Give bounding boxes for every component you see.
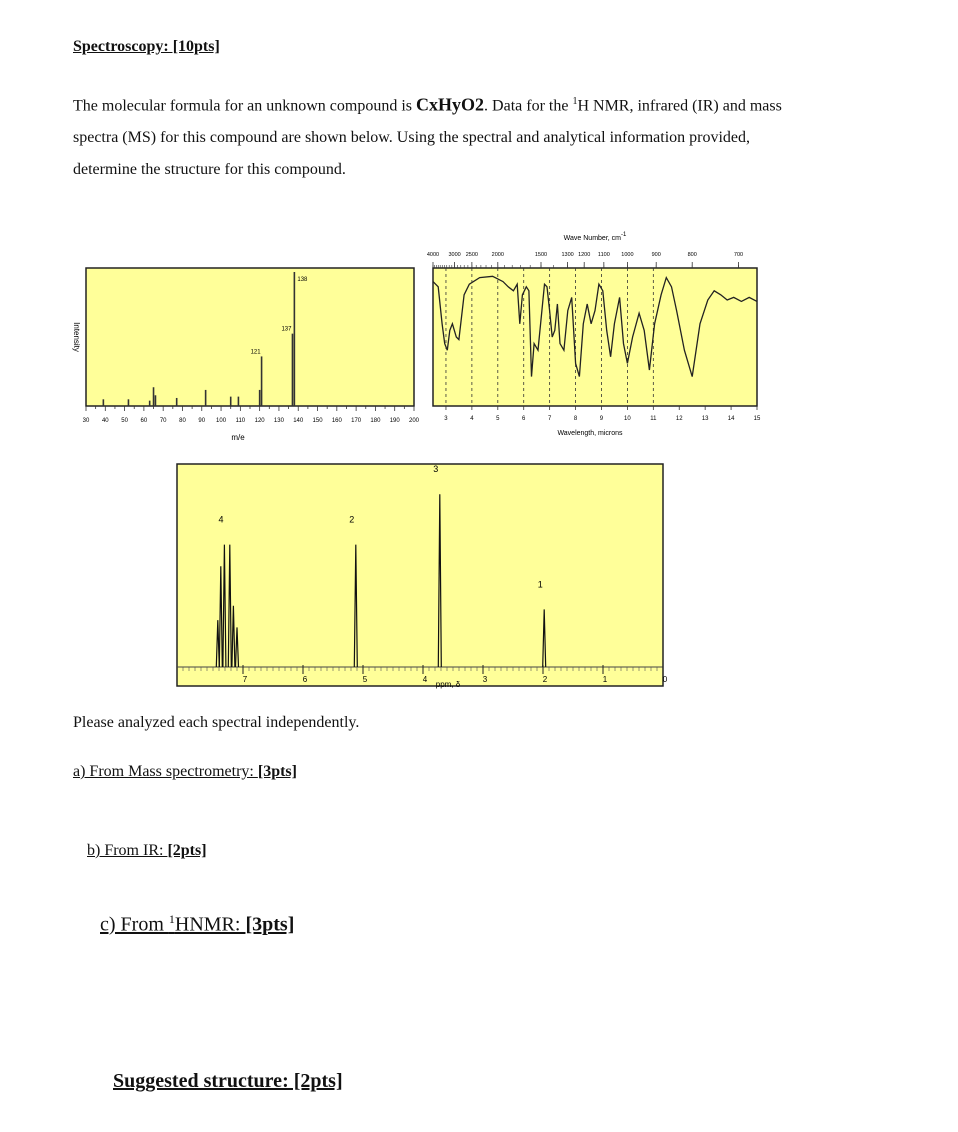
question-b: b) From IR: [2pts] <box>87 842 207 859</box>
ir-wavenumber-label: 1300 <box>561 252 574 258</box>
ir-top-title: Wave Number, cm-1 <box>563 232 627 242</box>
intro-text-1: The molecular formula for an unknown compound is <box>73 97 417 115</box>
ir-wavenumber-label: 4000 <box>426 252 440 258</box>
ms-tick-label: 130 <box>273 418 284 424</box>
ms-tick-label: 100 <box>216 418 227 424</box>
ms-tick-label: 70 <box>159 418 167 424</box>
ir-wavelength-label: 6 <box>522 416 526 422</box>
nmr-tick-label: 5 <box>362 675 368 684</box>
ms-tick-label: 50 <box>121 418 128 424</box>
nmr-tick-label: 2 <box>542 675 548 684</box>
nmr-tick-label: 7 <box>242 675 248 684</box>
ms-tick-label: 170 <box>351 418 362 424</box>
ir-wavenumber-label: 1000 <box>621 252 634 258</box>
ms-tick-label: 80 <box>179 418 186 424</box>
ms-tick-label: 150 <box>312 418 323 424</box>
ms-peak-label: 121 <box>250 349 261 356</box>
suggested-structure: Suggested structure: [2pts] <box>113 1070 343 1092</box>
question-c: c) From $^1$HNMR: [3pts] <box>100 912 295 936</box>
ms-tick-label: 60 <box>140 418 148 424</box>
nmr-tick-label: 0 <box>662 675 668 684</box>
nmr-spectrum-chart <box>176 463 666 691</box>
ms-x-label: m/e <box>231 433 245 442</box>
intro-text-3: H NMR, infrared (IR) and mass spectra (MS) for this compound are shown below. Using the spectral and analytical information provided, determine the structure for this compound. <box>73 97 782 179</box>
ms-tick-label: 30 <box>82 418 90 424</box>
ms-peak-label: 138 <box>297 277 308 283</box>
section-heading: Spectroscopy: [10pts] <box>73 38 220 55</box>
ir-wavelength-label: 7 <box>547 416 552 422</box>
ms-tick-label: 140 <box>293 418 304 424</box>
ir-wavelength-label: 12 <box>675 416 683 422</box>
ms-tick-label: 120 <box>254 418 265 424</box>
nmr-tick-label: 3 <box>482 675 488 684</box>
question-a: a) From Mass spectrometry: [3pts] <box>73 763 297 780</box>
ir-plot-area <box>433 268 757 406</box>
ms-peak-label: 137 <box>281 326 292 333</box>
ir-wavenumber-label: 1100 <box>597 252 610 258</box>
molecular-formula: CxHyO2 <box>416 94 485 115</box>
nmr-x-label: ppm, δ <box>435 680 461 689</box>
nmr-integral-label: 2 <box>349 514 355 525</box>
ir-wavelength-label: 15 <box>753 416 761 422</box>
intro-paragraph <box>73 86 793 186</box>
ir-wavenumber-label: 3000 <box>448 252 461 258</box>
nmr-integral-label: 1 <box>537 579 543 590</box>
ms-y-label: Intensity <box>72 322 81 352</box>
intro-text-2: . Data for the <box>484 97 573 115</box>
ms-tick-label: 110 <box>235 418 246 424</box>
nmr-plot-area <box>177 464 663 686</box>
ir-wavelength-label: 14 <box>727 416 735 422</box>
ir-x-label: Wavelength, microns <box>557 430 623 437</box>
ir-wavelength-label: 9 <box>599 416 604 422</box>
ir-wavelength-label: 4 <box>470 416 474 422</box>
ms-tick-label: 200 <box>408 418 420 424</box>
ms-tick-label: 190 <box>389 418 400 424</box>
ir-wavelength-label: 3 <box>444 416 448 422</box>
ir-wavenumber-label: 800 <box>687 252 697 258</box>
nmr-integral-label: 3 <box>433 464 439 475</box>
ms-tick-label: 90 <box>198 418 206 424</box>
ir-wavenumber-label: 2000 <box>491 252 504 258</box>
ir-wavelength-label: 13 <box>701 416 709 422</box>
instruction-text: Please analyzed each spectral independently. <box>73 714 360 731</box>
ms-tick-label: 160 <box>331 418 342 424</box>
ir-wavenumber-label: 700 <box>733 252 744 258</box>
nmr-tick-label: 6 <box>302 675 308 684</box>
ms-plot-area <box>86 268 414 406</box>
nmr-integral-label: 4 <box>218 514 224 525</box>
ir-wavelength-label: 11 <box>650 416 657 422</box>
ms-tick-label: 180 <box>370 418 381 424</box>
nucleus-superscript: 1 <box>572 96 578 107</box>
ir-wavenumber-label: 1200 <box>578 252 591 258</box>
ir-wavelength-label: 10 <box>624 416 631 422</box>
ir-wavelength-label: 8 <box>573 416 578 422</box>
ir-wavenumber-label: 1500 <box>534 252 548 258</box>
ir-wavenumber-label: 2500 <box>465 252 479 258</box>
ir-spectrum-chart <box>425 228 770 443</box>
nmr-tick-label: 4 <box>422 675 428 684</box>
ms-tick-label: 40 <box>101 418 109 424</box>
mass-spectrum-chart <box>50 262 430 447</box>
ir-wavelength-label: 5 <box>496 416 500 422</box>
ir-wavenumber-label: 900 <box>651 252 661 258</box>
nmr-tick-label: 1 <box>602 675 608 684</box>
